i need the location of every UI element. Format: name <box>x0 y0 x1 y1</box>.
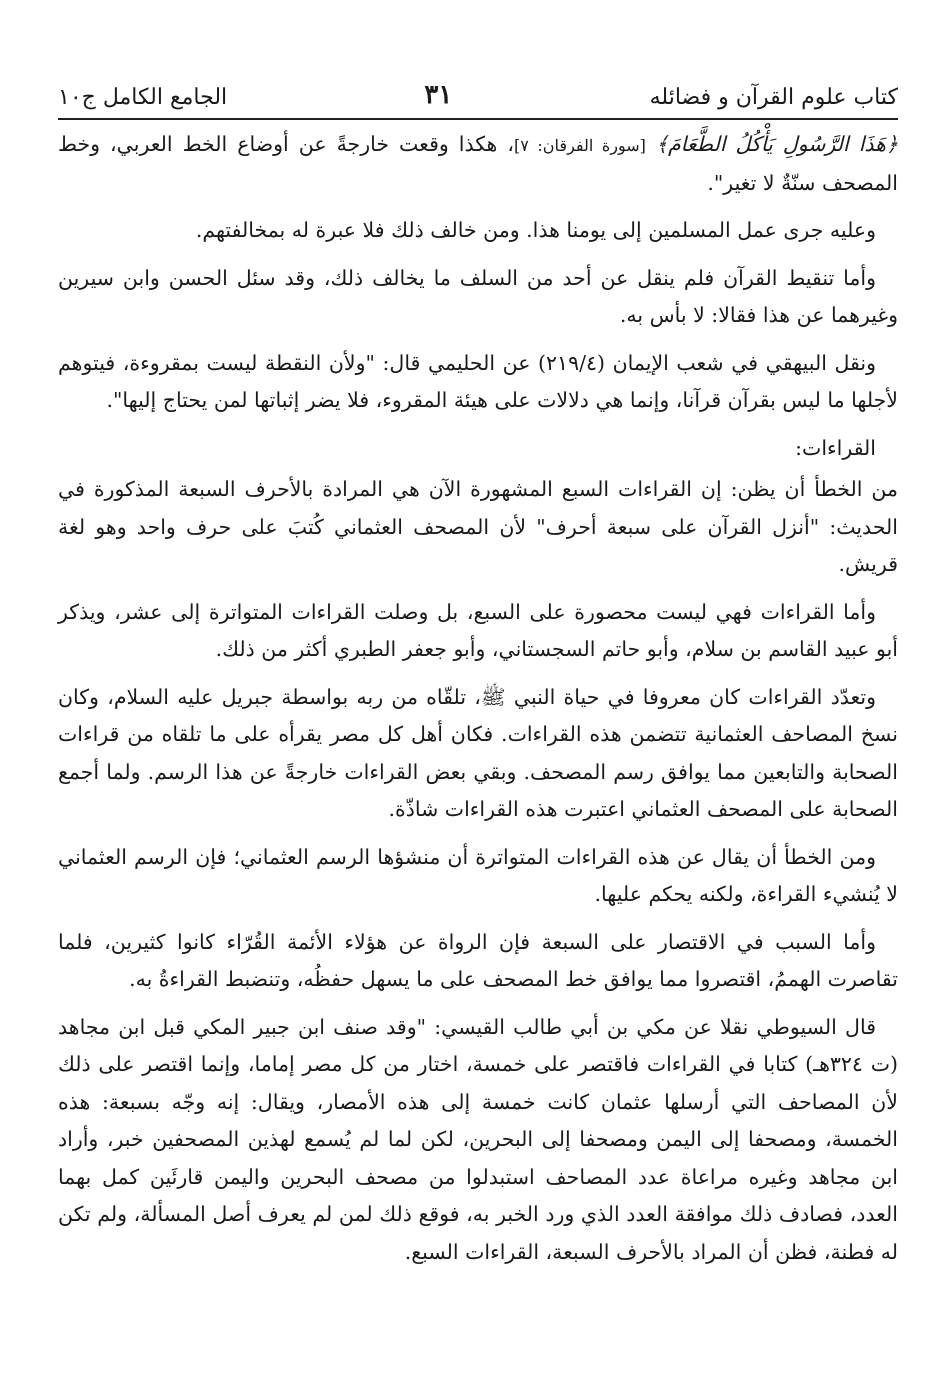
book-title: كتاب علوم القرآن و فضائله <box>649 85 898 110</box>
paragraph: ومن الخطأ أن يقال عن هذه القراءات المتواترة أن منشؤها الرسم العثماني؛ فإن الرسم العثماني لا يُنشيء القراءة، ولكنه يحكم عليها. <box>58 844 898 906</box>
running-header <box>58 62 898 118</box>
page-number: ٣١ <box>424 80 453 110</box>
quran-verse: ﴿هَذَا الرَّسُولِ يَأْكُلُ الطَّعَامَ﴾ <box>655 132 898 156</box>
paragraph: من الخطأ أن يظن: إن القراءات السبع المشهورة الآن هي المرادة بالأحرف السبعة المذكورة في الحديث: "أنزل القرآن على سبعة أحرف" لأن المصحف العثماني كُتبَ على حرف واحد وهو لغة قريش. <box>58 477 898 576</box>
paragraph-text: ، هكذا وقعت خارجةً عن أوضاع الخط العربي، وخط المصحف سنّةٌ لا تغير". <box>58 132 898 195</box>
paragraph: وأما القراءات فهي ليست محصورة على السبع، بل وصلت القراءات المتواترة إلى عشر، ويذكر أبو عبيد القاسم بن سلام، وأبو حاتم السجستاني، وأبو جعفر الطبري أكثر من ذلك. <box>58 599 898 661</box>
paragraph: وأما تنقيط القرآن فلم ينقل عن أحد من السلف ما يخالف ذلك، وقد سئل الحسن وابن سيرين وغيرهما عن هذا فقالا: لا بأس به. <box>58 265 898 327</box>
paragraph <box>58 126 898 202</box>
volume-title: الجامع الكامل ج١٠ <box>58 85 228 110</box>
paragraph: وأما السبب في الاقتصار على السبعة فإن الرواة عن هؤلاء الأئمة القُرّاء كانوا كثيرين، فلما تقاصرت الهممُ، اقتصروا مما يوافق خط المصحف على ما يسهل حفظُه، وتنضبط القراءةُ به. <box>58 929 898 991</box>
paragraph: قال السيوطي نقلا عن مكي بن أبي طالب القيسي: "وقد صنف ابن جبير المكي قبل ابن مجاهد (ت ٣٢٤هـ) كتابا في القراءات فاقتصر على خمسة، اختار من كل مصر إماما، وإنما اقتصر على ذلك لأن المصاحف التي أرسلها عثمان كانت خمسة إلى هذه الأمصار، ويقال: إنه وجّه بسبعة: هذه الخمسة، ومصحفا إلى اليمن ومصحفا إلى البحرين، لكن لما لم يُسمع لهذين المصحفين خبر، وأراد ابن مجاهد وغيره مراعاة عدد المصاحف استبدلوا من مصحف البحرين واليمن قارئَين كمل بهما العدد، فصادف ذلك موافقة العدد الذي ورد الخبر به، فوقع ذلك لمن لم يعرف أصل المسألة، ولم تكن له فطنة، فظن أن المراد بالأحرف السبعة، القراءات السبع. <box>58 1014 898 1264</box>
header-divider <box>58 118 898 120</box>
section-heading: القراءات: <box>795 435 876 460</box>
verse-reference: [سورة الفرقان: ٧] <box>514 136 646 155</box>
paragraph: ونقل البيهقي في شعب الإيمان (٢١٩/٤) عن الحليمي قال: "ولأن النقطة ليست بمقروءة، فيتوهم لأجلها ما ليس بقرآن قرآنا، وإنما هي دلالات على هيئة المقروء، فلا يضر إثباتها لمن يحتاج إليها". <box>58 350 898 412</box>
page-body <box>58 126 898 1281</box>
paragraph: وتعدّد القراءات كان معروفا في حياة النبي ﷺ، تلقّاه من ربه بواسطة جبريل عليه السلام، وكان نسخ المصاحف العثمانية تتضمن هذه القراءات. فكان أهل كل مصر يقرأه على ما تلقاه من قراءات الصحابة والتابعين مما يوافق رسم المصحف. وبقي بعض القراءات خارجةً عن هذا الرسم. ولما أجمع الصحابة على المصحف العثماني اعتبرت هذه القراءات شاذّة. <box>58 684 898 821</box>
paragraph: وعليه جرى عمل المسلمين إلى يومنا هذا. ومن خالف ذلك فلا عبرة له بمخالفتهم. <box>195 218 876 242</box>
